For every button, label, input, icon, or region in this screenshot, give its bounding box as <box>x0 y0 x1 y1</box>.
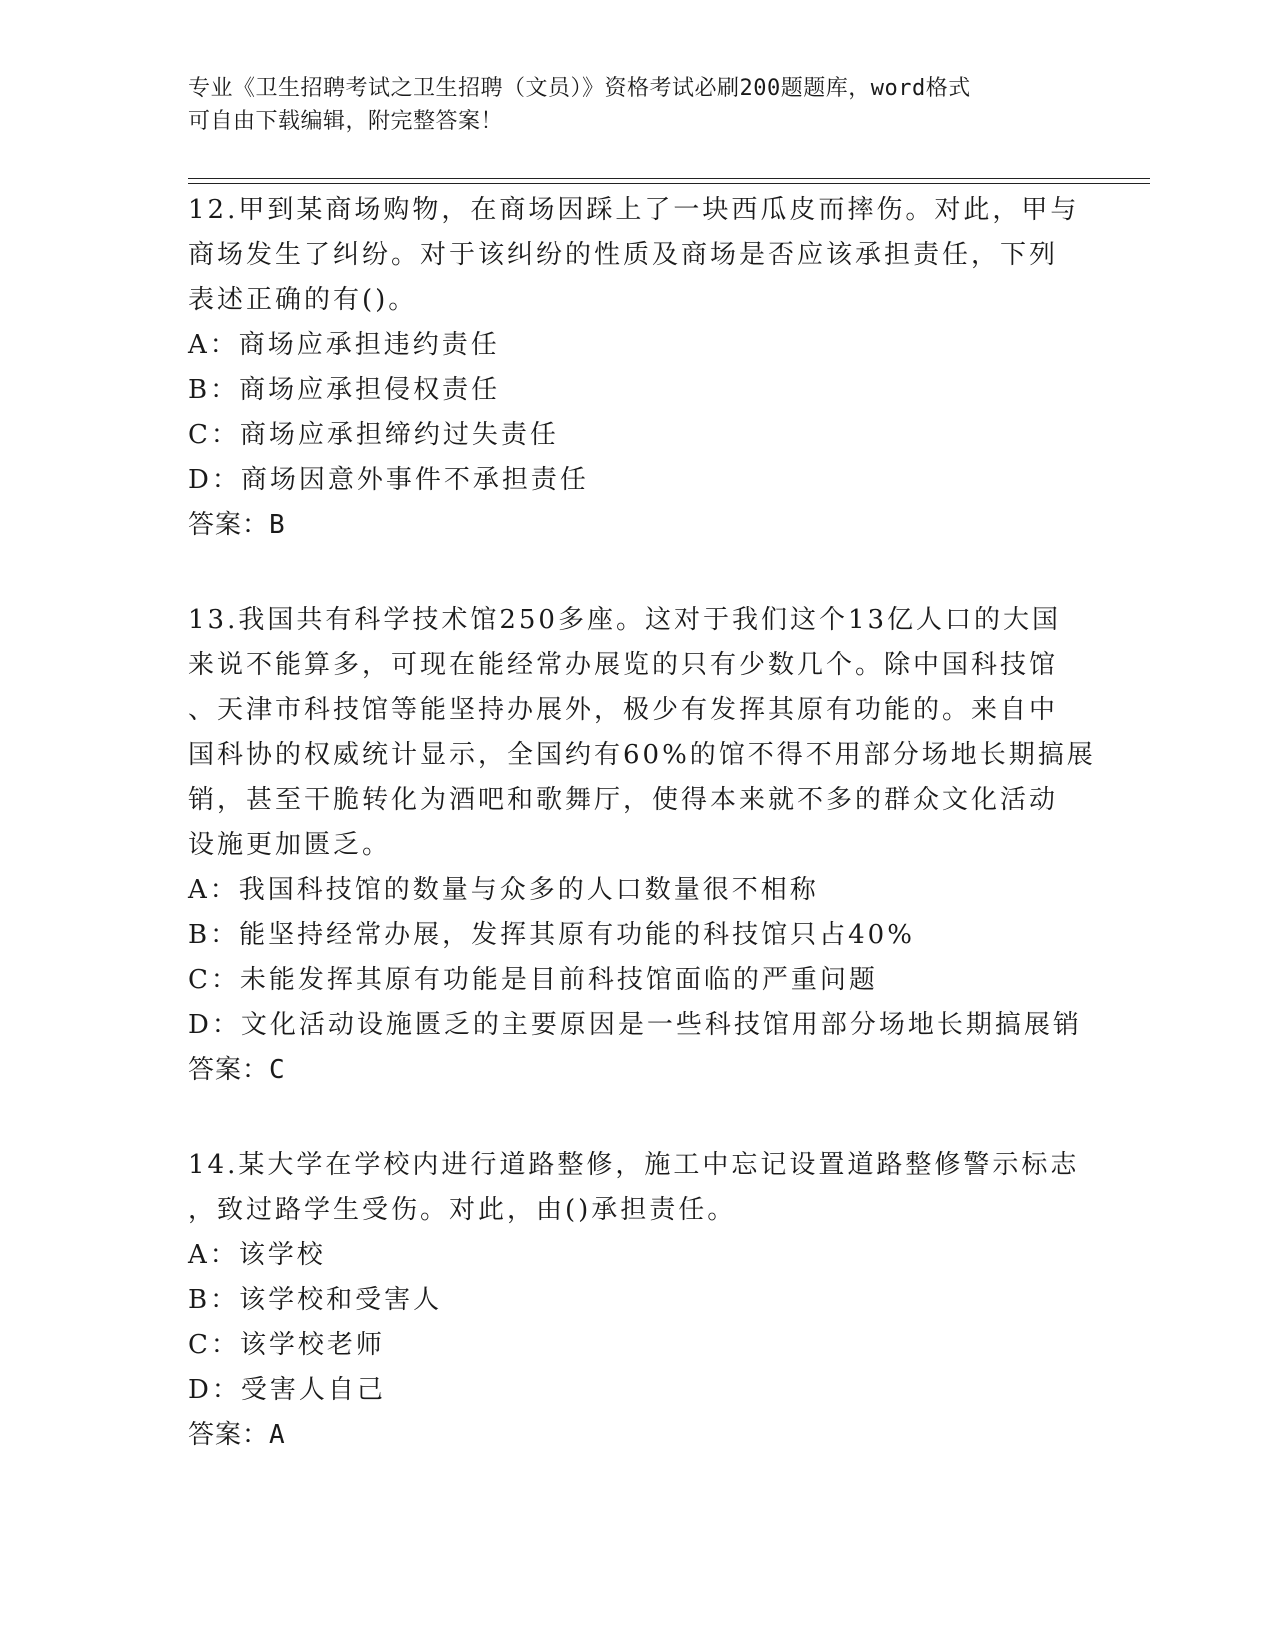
answer-value: C <box>269 1055 286 1085</box>
question-stem-line: 12.甲到某商场购物，在商场因踩上了一块西瓜皮而摔伤。对此，甲与 <box>188 195 1080 225</box>
option-b: B：能坚持经常办展，发挥其原有功能的科技馆只占40% <box>188 920 915 950</box>
document-header <box>188 72 1088 138</box>
question-stem-line: 表述正确的有()。 <box>188 285 418 315</box>
answer-value: A <box>269 1420 286 1450</box>
question-stem-line: 13.我国共有科学技术馆250多座。这对于我们这个13亿人口的大国 <box>188 605 1062 635</box>
question-14 <box>188 1143 1088 1458</box>
question-13 <box>188 598 1096 1093</box>
question-stem-line: 设施更加匮乏。 <box>188 830 392 860</box>
option-d: D：商场因意外事件不承担责任 <box>188 465 589 495</box>
answer-value: B <box>269 510 286 540</box>
answer-line <box>188 1413 1088 1458</box>
answer-label: 答案： <box>188 510 270 540</box>
option-a: A：商场应承担违约责任 <box>188 330 500 360</box>
question-stem-line: 商场发生了纠纷。对于该纠纷的性质及商场是否应该承担责任，下列 <box>188 240 1059 270</box>
header-line-1: 专业《卫生招聘考试之卫生招聘（文员）》资格考试必刷200题题库，word格式 <box>188 76 971 101</box>
question-stem-line: ，致过路学生受伤。对此，由()承担责任。 <box>188 1195 737 1225</box>
option-c: C：商场应承担缔约过失责任 <box>188 420 559 450</box>
header-divider-bottom <box>188 183 1150 184</box>
answer-label: 答案： <box>188 1420 270 1450</box>
option-b: B：该学校和受害人 <box>188 1285 443 1315</box>
question-stem-line: 、天津市科技馆等能坚持办展外，极少有发挥其原有功能的。来自中 <box>188 695 1059 725</box>
option-d: D：受害人自己 <box>188 1375 386 1405</box>
option-a: A：该学校 <box>188 1240 326 1270</box>
question-stem-line: 来说不能算多，可现在能经常办展览的只有少数几个。除中国科技馆 <box>188 650 1059 680</box>
option-c: C：该学校老师 <box>188 1330 385 1360</box>
option-a: A：我国科技馆的数量与众多的人口数量很不相称 <box>188 875 819 905</box>
option-b: B：商场应承担侵权责任 <box>188 375 501 405</box>
option-d: D：文化活动设施匮乏的主要原因是一些科技馆用部分场地长期搞展销 <box>188 1010 1082 1040</box>
answer-label: 答案： <box>188 1055 270 1085</box>
question-stem-line: 14.某大学在学校内进行道路整修，施工中忘记设置道路整修警示标志 <box>188 1150 1080 1180</box>
option-c: C：未能发挥其原有功能是目前科技馆面临的严重问题 <box>188 965 878 995</box>
question-12 <box>188 188 1088 548</box>
question-stem-line: 销，甚至干脆转化为酒吧和歌舞厅，使得本来就不多的群众文化活动 <box>188 785 1059 815</box>
header-divider-top <box>188 178 1150 179</box>
answer-line <box>188 503 1088 548</box>
question-stem-line: 国科协的权威统计显示，全国约有60%的馆不得不用部分场地长期搞展 <box>188 740 1096 770</box>
answer-line <box>188 1048 1088 1093</box>
header-line-2: 可自由下载编辑，附完整答案！ <box>188 109 504 134</box>
